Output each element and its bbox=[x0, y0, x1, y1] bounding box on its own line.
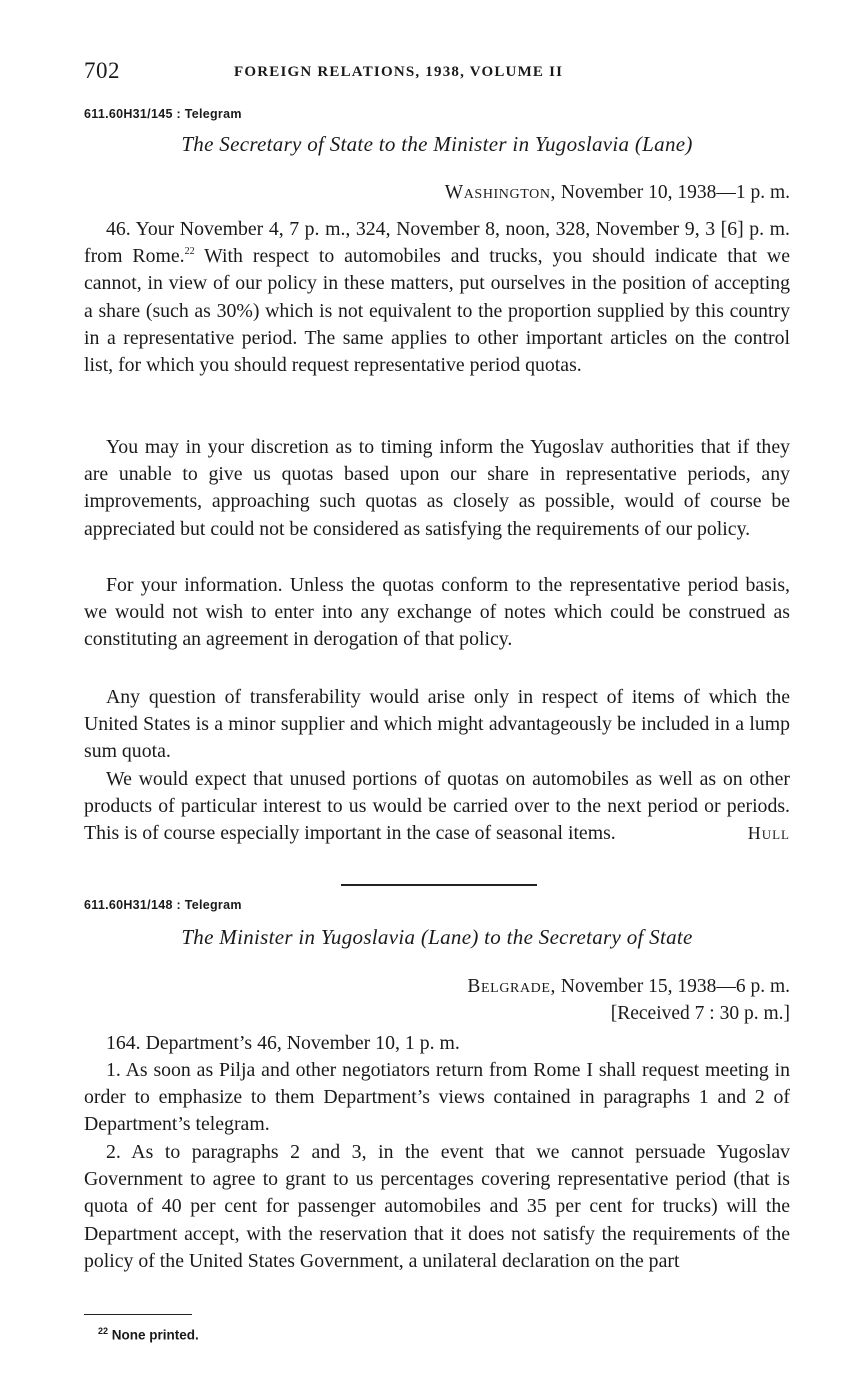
paragraph-1: 46. Your November 4, 7 p. m., 324, November 8, noon, 328, November 9, 3 [6] p. m. from Rome.$^{22}$ With respect to automobiles and trucks, you should indicate that we cannot, in view of our policy in these matters, put ourselves in the position of accepting a share (such as 30%) which is not equivalent to the proportion supplied by this country in a representative period. The same applies to other important articles on the control list, for which you should request representative period quotas. bbox=[84, 218, 791, 377]
paragraph-7: 1. As soon as Pilja and other negotiators return from Rome I shall request meeting in order to emphasize to them Department’s views contained in paragraphs 1 and 2 of Department’s telegram. bbox=[84, 1059, 790, 1136]
footnote-text: None printed. bbox=[108, 1327, 199, 1343]
paragraph-3: For your information. Unless the quotas conform to the representative period basis, we would not wish to enter into any exchange of notes which could be construed as constituting an agreement in derogation of that policy. bbox=[84, 574, 790, 651]
dateline-place-1: Washington, bbox=[444, 182, 557, 203]
dateline-date-1: November 10, 1938—1 p. m. bbox=[556, 182, 790, 203]
paragraph-8: 2. As to paragraphs 2 and 3, in the event that we cannot persuade Yugoslav Government to agree to grant to us percentages covering representative period (that is quota of 40 per cent for passenger automobiles and 35 per cent for trucks) will the Department accept, with the reservation that it does not satisfy the requirements of the policy of the United States Government, a unilateral declaration on the part bbox=[84, 1141, 790, 1272]
running-title: FOREIGN RELATIONS, 1938, VOLUME II bbox=[234, 64, 564, 80]
paragraph-2: You may in your discretion as to timing inform the Yugoslav authorities that if they are unable to give us quotas based upon our share in representative periods, any improvements, approaching such quotas as closely as possible, would of course be appreciated but could not be considered as satisfying the requirements of our policy. bbox=[84, 436, 790, 540]
dateline-1 bbox=[445, 182, 790, 204]
page-number: 702 bbox=[84, 58, 120, 83]
paragraph-5: We would expect that unused portions of quotas on automobiles as well as on other products of particular interest to us would be carried over to the next period or periods. This is of course especially important in the case of seasonal items. Hull bbox=[84, 766, 790, 848]
page-header bbox=[84, 58, 790, 88]
footnote-rule bbox=[84, 1314, 192, 1315]
document-title-1: The Secretary of State to the Minister in Yugoslavia (Lane) bbox=[181, 132, 693, 156]
footnote-mark: 22 bbox=[98, 1326, 109, 1336]
document-title-2: The Minister in Yugoslavia (Lane) to the Secretary of State bbox=[181, 925, 693, 949]
file-number-2: 611.60H31/148 : Telegram bbox=[84, 898, 242, 912]
paragraph-4: Any question of transferability would arise only in respect of items of which the United States is a minor supplier and which might advantageously be included in a lump sum quota. bbox=[84, 686, 790, 763]
dateline-place-2: Belgrade, bbox=[467, 976, 557, 997]
footnote-ref: 22 bbox=[184, 246, 195, 258]
section-divider bbox=[341, 884, 537, 886]
dateline-date-2: November 15, 1938—6 p. m. bbox=[556, 976, 790, 997]
dateline-2 bbox=[467, 976, 790, 998]
received-line: [Received 7 : 30 p. m.] bbox=[610, 1003, 790, 1024]
footnote bbox=[98, 1326, 199, 1343]
file-number-1: 611.60H31/145 : Telegram bbox=[84, 107, 242, 121]
signature: Hull bbox=[747, 823, 790, 844]
paragraph-6: 164. Department’s 46, November 10, 1 p. m. bbox=[106, 1032, 460, 1054]
